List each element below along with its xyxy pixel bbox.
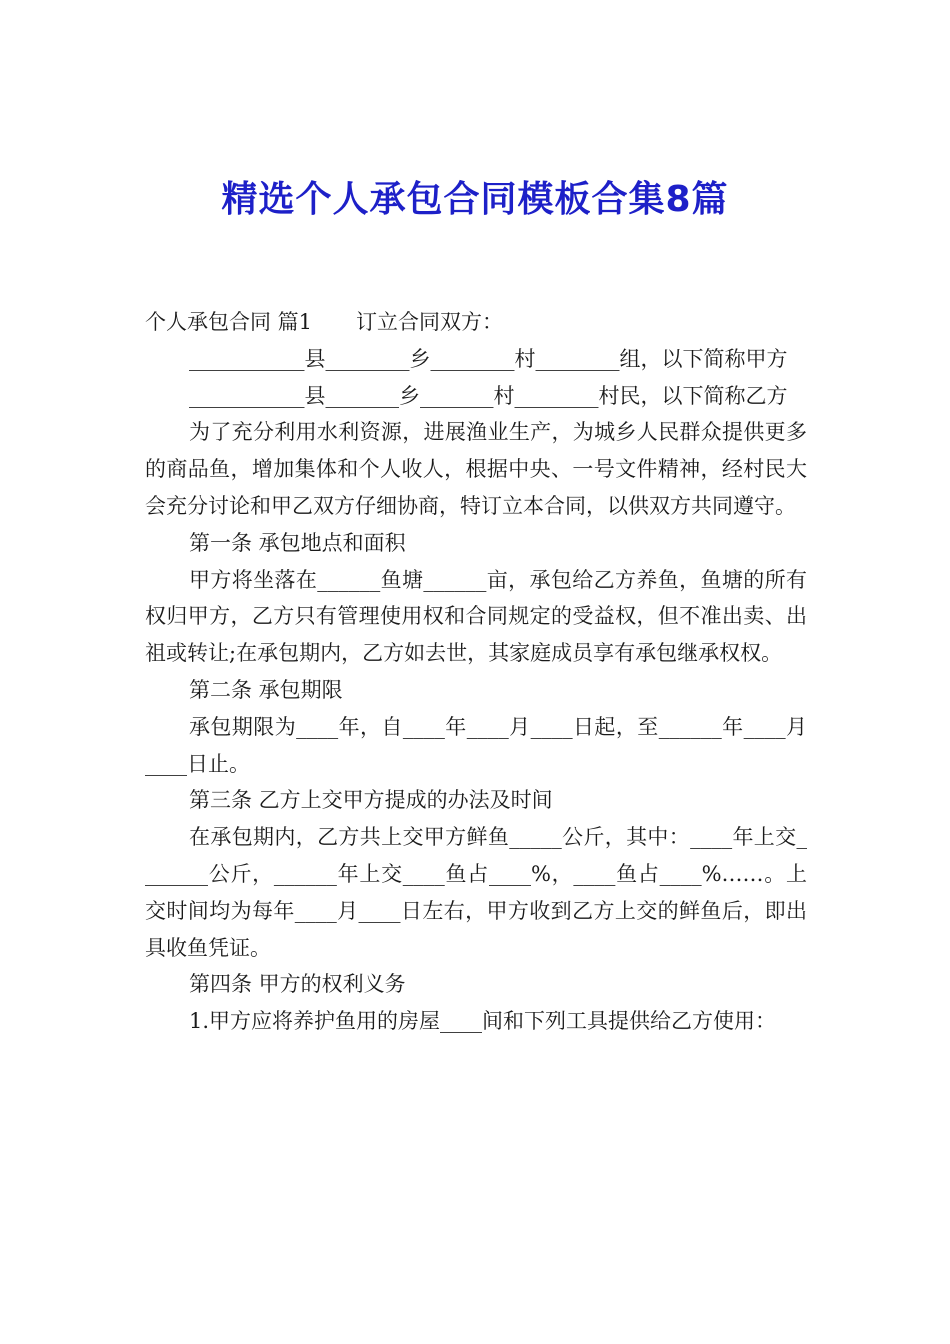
document-body [145, 304, 807, 1040]
article-1-heading: 第一条 承包地点和面积 [189, 530, 406, 555]
article-1-body: 甲方将坐落在______鱼塘______亩，承包给乙方养鱼，鱼塘的所有权归甲方，乙方只有管理使用权和合同规定的受益权，但不准出卖、出祖或转让;在承包期内，乙方如去世，其家庭成员享有承包继承权权。 [145, 567, 807, 666]
article-2-body: 承包期限为____年，自____年____月____日起，至______年____月____日止。 [145, 714, 807, 776]
article-3-body: 在承包期内，乙方共上交甲方鲜鱼_____公斤，其中：____年上交_______公斤，______年上交____鱼占____%，____鱼占____%……。上交时间均为每年____月____日左右，甲方收到乙方上交的鲜鱼后，即出具收鱼凭证。 [145, 825, 807, 960]
section-heading: 个人承包合同 篇1 [145, 310, 313, 334]
article-3-heading: 第三条 乙方上交甲方提成的办法及时间 [189, 788, 553, 813]
preamble-paragraph: 为了充分利用水利资源，进展渔业生产，为城乡人民群众提供更多的商品鱼，增加集体和个人收人，根据中央、一号文件精神，经村民大会充分讨论和甲乙双方仔细协商，特订立本合同，以供双方共同遵守。 [145, 420, 807, 518]
article-4-item-1: 1.甲方应将养护鱼用的房屋____间和下列工具提供给乙方使用： [189, 1009, 777, 1034]
parties-intro: 订立合同双方： [356, 310, 504, 334]
section-heading-line [145, 304, 807, 341]
article-2-heading: 第二条 承包期限 [189, 677, 343, 702]
party-b-line: ___________县_______乡_______村________村民，以下简称乙方 [189, 383, 788, 408]
article-4-heading: 第四条 甲方的权利义务 [189, 972, 406, 997]
party-a-line: ___________县________乡________村________组，以下简称甲方 [189, 346, 788, 371]
document-title: 精选个人承包合同模板合集8篇 [221, 179, 729, 220]
